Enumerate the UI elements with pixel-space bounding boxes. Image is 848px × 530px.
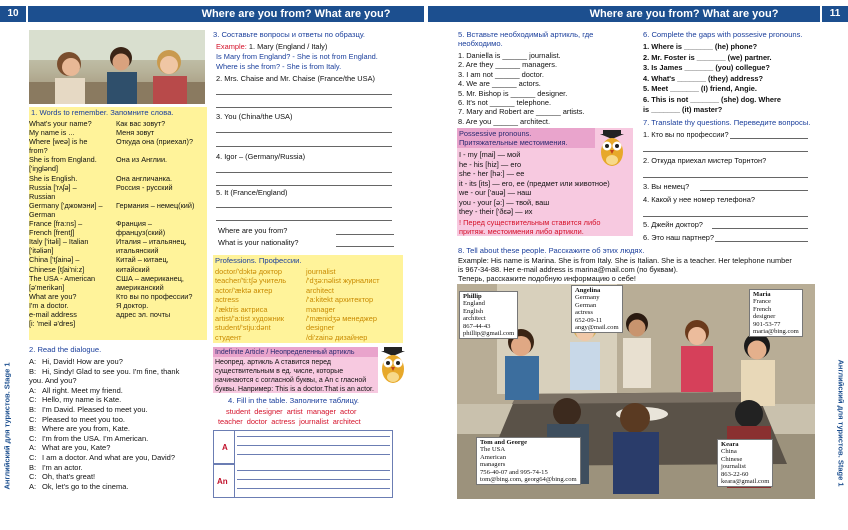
word-en: The USA - American: [29, 273, 96, 283]
profession-item: actress: [215, 295, 239, 305]
card-line: Chinese: [721, 455, 743, 463]
ex3-where: Where are you from?: [218, 226, 288, 235]
card-line: German: [575, 301, 597, 309]
word-ru: Она из Англии.: [116, 155, 168, 165]
ex3-q4: 4. Igor – (Germany/Russia): [216, 152, 306, 161]
ex3-q2: 2. Mrs. Chaise and Mr. Chaise (France/the USA): [216, 74, 375, 83]
ex5-title-2: необходимо.: [458, 39, 503, 48]
word-row: [29, 201, 209, 210]
word-en: Russian: [29, 191, 56, 201]
dialogue-line: [29, 386, 209, 396]
ex6-item: 5. Meet _______ (I) friend, Angie.: [643, 84, 757, 93]
dialogue-line: [29, 443, 209, 453]
page-title-left: Where are you from? What are you?: [28, 6, 424, 22]
utterance: you. And you?: [29, 376, 77, 386]
professions-title: Professions. Профессии.: [215, 256, 302, 265]
profession-item: designer: [306, 323, 335, 333]
word-en: What's your name?: [29, 119, 92, 128]
article-line4: буквы. Например: This is a doctor.That is an actor.: [215, 386, 374, 393]
answer-line[interactable]: [216, 212, 392, 221]
dialogue-line: [29, 472, 209, 482]
dialogue-line: [29, 453, 209, 463]
speaker: C:: [29, 395, 37, 405]
word-row: [29, 128, 209, 137]
card-line: American: [480, 453, 506, 461]
ex5-item: 2. Are they ______ managers.: [458, 60, 558, 70]
card-line: 756-40-07 and 995-74-15: [480, 468, 548, 476]
answer-line[interactable]: [712, 220, 808, 229]
ex5-title-1: 5. Вставьте необходимый артикль, где: [458, 30, 594, 39]
side-label-left: Английский для туристов. Stage 1: [2, 362, 12, 490]
utterance: Pleased to meet you too.: [42, 414, 125, 424]
answer-line[interactable]: [216, 164, 392, 173]
card-line: architect: [463, 315, 486, 323]
word-row: [29, 301, 209, 310]
word-row: [29, 265, 209, 274]
ex8-line-1: Example: His name is Marina. She is from Italy. She is Italian. She is a teacher. Her telephone number: [458, 256, 792, 265]
card-line: designer: [753, 313, 776, 321]
ex5-item: 5. Mr. Bishop is ______ designer.: [458, 88, 568, 98]
word-ru: Кто вы по профессии?: [116, 291, 193, 301]
word-ru: Италия – итальянец,: [116, 237, 187, 247]
ex5-item: 1. Daniella is ______ journalist.: [458, 51, 561, 60]
ex4-words2: teacher doctor actress journalist architect: [218, 417, 361, 426]
card-angelina: [571, 285, 623, 333]
utterance: All right. Meet my friend.: [42, 385, 123, 395]
utterance: Oh, that's great!: [42, 472, 96, 482]
page-number-right: 11: [822, 6, 848, 22]
word-row: [29, 174, 209, 183]
row-an-label: An: [217, 477, 228, 486]
ex8-line-2: is 967-34-88. Her e-mail address is marina@mail.com (по буквам).: [458, 265, 678, 274]
professions-right: [306, 267, 380, 342]
card-line: The USA: [480, 446, 506, 454]
word-row: [29, 155, 209, 164]
speaker: C:: [29, 472, 37, 482]
word-ru: Я доктор.: [116, 300, 149, 310]
dialogue-line: [29, 405, 209, 415]
word-en: ['iŋglənd]: [29, 164, 58, 174]
ex8-title: 8. Tell about these people. Расскажите об этих людях.: [458, 246, 645, 255]
possessive-item: she - her [hə:] — ее: [459, 169, 525, 178]
word-row: [29, 210, 209, 219]
word-en: China ['t∫ainə] –: [29, 255, 80, 265]
ex3-title: 3. Составьте вопросы и ответы по образцу.: [213, 30, 365, 39]
ex5-items: [458, 51, 585, 126]
speaker: C:: [29, 433, 37, 443]
card-line: French: [753, 305, 772, 313]
ex3-example-line2: Where is she from? - She is from Italy.: [216, 62, 342, 71]
word-ru: Как вас зовут?: [116, 119, 166, 128]
page-gutter: [424, 0, 428, 530]
word-row: [29, 246, 209, 255]
profession-item: teacher/'ti:t∫ə учитель: [215, 276, 287, 286]
answer-line[interactable]: [216, 138, 392, 147]
dialogue-line: [29, 482, 209, 492]
table-row-line[interactable]: [237, 436, 390, 437]
word-en: She is English.: [29, 173, 78, 183]
utterance: Hi, Sindy! Glad to see you. I'm fine, thank: [42, 366, 180, 376]
profession-item: student/'stju:dənt: [215, 323, 271, 333]
answer-line[interactable]: [715, 233, 808, 242]
speaker: A:: [29, 357, 37, 366]
ex7-title: 7. Translate thy questions. Переведите вопросы.: [643, 118, 811, 127]
utterance: Where are you from, Kate.: [42, 424, 130, 434]
word-en: Germany ['джомэни] –: [29, 200, 103, 210]
card-tom-george: [476, 437, 581, 485]
word-en: e-mail address: [29, 309, 77, 319]
ex4-title: 4. Fill in the table. Заполните таблицу.: [228, 396, 359, 405]
card-line: Maria: [753, 291, 771, 298]
word-en: Russia ['rʌʃə] –: [29, 182, 77, 192]
professions-left: [215, 267, 286, 342]
word-ru: Откуда она (приехал)?: [116, 137, 193, 147]
ex3-example: [216, 42, 327, 51]
card-line: England: [463, 300, 485, 308]
word-en: ['itəlіən]: [29, 246, 54, 256]
ex3-q3: 3. You (China/the USA): [216, 112, 293, 121]
answer-line[interactable]: [730, 130, 808, 139]
answer-line[interactable]: [336, 238, 394, 247]
word-en: French [frent∫]: [29, 228, 75, 238]
table-row-line[interactable]: [237, 470, 390, 471]
profession-item: /'æktris актриса: [215, 304, 268, 314]
article-title: Indefinite Article / Неопределенный артикль: [215, 349, 355, 356]
speaker: B:: [29, 462, 37, 472]
ex3-nationality: What is your nationality?: [218, 238, 299, 247]
answer-line[interactable]: [216, 86, 392, 95]
word-row: [29, 292, 209, 301]
card-line: Germany: [575, 294, 600, 302]
ex8-line-3: Теперь, расскажите подобную информацию о себе!: [458, 274, 636, 283]
word-en: Where [weə] is he: [29, 137, 88, 147]
profession-item: студент: [215, 332, 242, 342]
ex6-item: is _______ (it) master?: [643, 105, 723, 114]
answer-line[interactable]: [643, 208, 808, 217]
word-ru: Германия – немец(кий): [116, 200, 195, 210]
ex7-q4: 4. Какой у нее номер телефона?: [643, 195, 755, 204]
card-line: keara@gmail.com: [721, 478, 770, 486]
word-ru: Она англичанка.: [116, 173, 173, 183]
ex7-q1: 1. Кто вы по профессии?: [643, 130, 729, 139]
word-en: from?: [29, 146, 48, 156]
dialogue-line: [29, 463, 209, 473]
speaker: A:: [29, 443, 37, 453]
dialogue-line: [29, 424, 209, 434]
word-ru: США – американец,: [116, 273, 184, 283]
table-row-line[interactable]: [237, 479, 390, 480]
card-keara: [717, 439, 773, 487]
ex5-item: 6. It's not ______ telephone.: [458, 97, 552, 107]
word-en: She is from England.: [29, 155, 97, 165]
dialogue-line: [29, 357, 209, 367]
possessive-item: he - his [hiz] — его: [459, 159, 522, 169]
card-line: 867-44-43: [463, 322, 491, 330]
card-line: angy@mail.com: [575, 324, 619, 332]
profession-item: /'mænidʒə менеджер: [306, 313, 377, 323]
word-row: [29, 183, 209, 192]
profession-item: doctor/'dɔktə доктор: [215, 267, 282, 276]
dialogue: [29, 357, 209, 491]
word-ru: француз(ский): [116, 228, 166, 238]
example-label: Example:: [216, 42, 247, 51]
word-en: My name is ...: [29, 128, 75, 138]
word-row: [29, 274, 209, 283]
word-en: What are you?: [29, 291, 77, 301]
card-line: tom@bing.com, georg64@bing.com: [480, 476, 577, 484]
dialogue-line: [29, 434, 209, 444]
answer-line[interactable]: [336, 226, 394, 235]
word-row: [29, 237, 209, 246]
ex5-item: 7. Mary and Robert are ______ artists.: [458, 107, 585, 117]
speaker: B:: [29, 404, 37, 414]
card-line: Tom and George: [480, 439, 528, 446]
answer-line[interactable]: [216, 124, 392, 133]
article-line2: существительным в ед. числе, которые: [215, 368, 344, 375]
word-ru: китайский: [116, 264, 150, 274]
card-line: France: [753, 298, 771, 306]
possessive-item: it - its [its] — его, ее (предмет или животное): [459, 178, 610, 188]
possessive-note-2: притяж. местоимения либо артикли.: [459, 227, 584, 236]
ex1-title: 1. Words to remember. Запомните слова.: [31, 108, 174, 117]
side-label-right: Английский для туристов. Stage 1: [836, 359, 846, 487]
dialogue-line: [29, 376, 209, 386]
card-maria: [749, 289, 803, 337]
word-ru: Россия - русский: [116, 182, 173, 192]
word-row: [29, 119, 209, 128]
ex6-title: 6. Complete the gaps with possesive pronouns.: [643, 30, 803, 39]
table-row-line[interactable]: [237, 445, 390, 446]
card-line: actress: [575, 309, 593, 317]
profession-item: /di'zainə дизайнер: [306, 332, 368, 342]
ex6-item: 2. Mr. Foster is _______ (we) partner.: [643, 52, 772, 62]
word-en: I'm a doctor.: [29, 300, 69, 310]
utterance: I am a doctor. And what are you, David?: [42, 452, 175, 462]
speaker: C:: [29, 414, 37, 424]
article-line3: начинаются с согласной буквы, а An с гласной: [215, 377, 367, 384]
possessive-list: [459, 150, 610, 217]
utterance: Hi, David! How are you?: [42, 357, 123, 366]
word-row: [29, 219, 209, 228]
word-en: Italy ['itəli] – Italian: [29, 237, 89, 247]
dialogue-line: [29, 367, 209, 377]
ex6-items: [643, 42, 781, 116]
card-line: 863-22-60: [721, 470, 749, 478]
ex4-words1: student designer artist manager actor: [226, 407, 357, 416]
utterance: I'm David. Pleased to meet you.: [42, 404, 148, 414]
word-row: [29, 192, 209, 201]
answer-line[interactable]: [700, 182, 808, 191]
card-line: managers: [480, 461, 506, 469]
word-en: France [fra:ns] –: [29, 219, 83, 229]
word-ru: Китай – китаец,: [116, 255, 169, 265]
utterance: Hello, my name is Kate.: [42, 395, 122, 405]
profession-item: actor/'æktə актер: [215, 285, 273, 295]
utterance: Ok, let's go to the cinema.: [42, 481, 129, 491]
ex2-title: 2. Read the dialogue.: [29, 345, 102, 354]
card-line: 901-53-77: [753, 320, 781, 328]
row-a-label: A: [222, 443, 228, 452]
word-ru: адрес эл. почты: [116, 309, 171, 319]
word-row: [29, 228, 209, 237]
card-line: Phillip: [463, 293, 482, 300]
word-row: [29, 164, 209, 173]
card-line: maria@bing.com: [753, 328, 799, 336]
ex7-q6: 6. Это наш партнер?: [643, 233, 715, 242]
ex6-item: 1. Where is _______ (he) phone?: [643, 42, 758, 51]
word-en: [i: 'meil ə'dres]: [29, 319, 76, 329]
answer-line[interactable]: [643, 169, 808, 178]
ex3-q5: 5. It (France/England): [216, 188, 288, 197]
speaker: A:: [29, 481, 37, 491]
possessive-note-1: ! Перед существительным ставится либо: [459, 218, 601, 227]
profession-item: artist/'a:tist художник: [215, 313, 285, 323]
profession-item: /'dʒə:nəlist журналист: [306, 276, 380, 286]
word-en: Chinese [t∫ai'ni:z]: [29, 264, 85, 274]
utterance: I'm an actor.: [42, 462, 83, 472]
answer-line[interactable]: [216, 177, 392, 186]
dialogue-line: [29, 395, 209, 405]
example-text: 1. Mary (England / Italy): [248, 42, 328, 51]
profession-item: architect: [306, 285, 334, 295]
word-ru: Франция –: [116, 219, 152, 229]
utterance: I'm from the USA. I'm American.: [42, 433, 149, 443]
utterance: What are you, Kate?: [42, 443, 111, 453]
possessive-title-2: Притяжательные местоимения.: [459, 138, 568, 147]
profession-item: manager: [306, 304, 336, 314]
word-row: [29, 137, 209, 146]
word-ru: Меня зовут: [116, 128, 155, 138]
answer-line[interactable]: [216, 99, 392, 108]
friends-photo: [29, 30, 205, 104]
ex3-example-line1: Is Mary from England? - She is not from England.: [216, 52, 378, 61]
possessive-item: I - my [mai] — мой: [459, 150, 521, 159]
ex7-q5: 5. Джейн доктор?: [643, 220, 703, 229]
table-row-line[interactable]: [237, 488, 390, 489]
profession-item: journalist: [306, 267, 336, 276]
card-line: 652-09-11: [575, 316, 603, 324]
page-number-left: 10: [0, 6, 26, 22]
answer-line[interactable]: [216, 199, 392, 208]
speaker: C:: [29, 452, 37, 462]
card-line: China: [721, 448, 737, 456]
card-line: English: [463, 307, 484, 315]
card-line: Keara: [721, 441, 739, 448]
words-list: [29, 119, 209, 328]
word-en: [ə'merikən]: [29, 282, 65, 292]
ex6-item: 3. Is James _______ (you) collegue?: [643, 63, 770, 72]
word-en: German: [29, 209, 56, 219]
speaker: A:: [29, 385, 37, 395]
card-line: Angelina: [575, 287, 601, 294]
ex6-item: 4. What's _______ (they) address?: [643, 73, 764, 83]
word-row: [29, 146, 209, 155]
word-row: [29, 283, 209, 292]
answer-line[interactable]: [643, 143, 808, 152]
page-title-right: Where are you from? What are you?: [428, 6, 820, 22]
speaker: B:: [29, 424, 37, 434]
word-row: [29, 255, 209, 264]
ex6-item: 6. This is not _______ (she) dog. Where: [643, 94, 781, 104]
owl-mascot-icon: [378, 345, 408, 387]
dialogue-line: [29, 415, 209, 425]
article-line1: Неопред. артикль A ставится перед: [215, 359, 331, 366]
card-phillip: [459, 291, 518, 339]
card-line: phillip@gmail.com: [463, 330, 515, 338]
card-line: journalist: [721, 463, 746, 471]
speaker: B:: [29, 366, 37, 376]
ex5-item: 3. I am not ______ doctor.: [458, 69, 544, 79]
word-row: [29, 310, 209, 319]
possessive-title-1: Possessive pronouns.: [459, 129, 532, 138]
table-row-line[interactable]: [237, 454, 390, 455]
ex5-item: 8. Are you ______ architect.: [458, 116, 551, 126]
word-ru: американский: [116, 282, 164, 292]
possessive-item: they - their ['ðɛə] — их: [459, 207, 533, 216]
profession-item: /'a:kitekt архитектор: [306, 295, 374, 305]
word-ru: итальянский: [116, 246, 159, 256]
possessive-item: you - your [ə:] — твой, ваш: [459, 197, 550, 207]
possessive-item: we - our ['auə] — наш: [459, 188, 532, 197]
word-row: [29, 319, 209, 328]
owl-mascot-icon: [597, 128, 627, 170]
ex7-q3: 3. Вы немец?: [643, 182, 690, 191]
ex7-q2: 2. Откуда приехал мистер Торнтон?: [643, 156, 767, 165]
ex5-item: 4. We are ______ actors.: [458, 79, 541, 89]
